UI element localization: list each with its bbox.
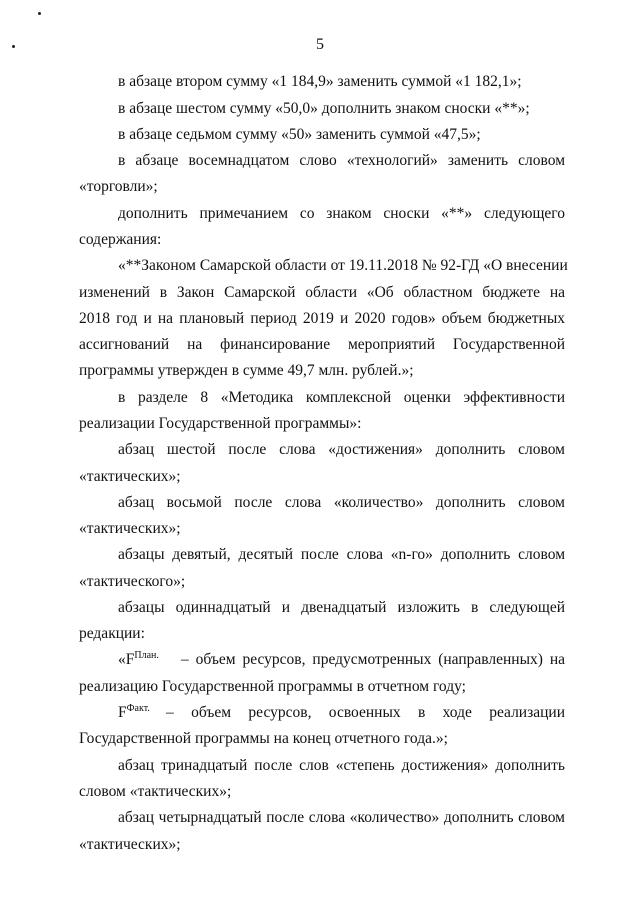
paragraph-line: «**Законом Самарской области от 19.11.2018 № 92-ГД «О внесении xyxy=(118,257,568,274)
scan-mark-dot-top xyxy=(38,12,41,15)
paragraph-line: в абзаце шестом сумму «50,0» дополнить знаком сноски «**»; xyxy=(118,100,530,117)
paragraph-line: абзацы девятый, десятый после слова «n-го» дополнить словом xyxy=(118,546,565,563)
paragraph-line: – объем ресурсов, освоенных в ходе реализации xyxy=(166,704,565,721)
paragraph-line: «тактических»; xyxy=(79,836,181,853)
formula-plan-prefix: «F xyxy=(118,651,135,668)
paragraph-line: абзац восьмой после слова «количество» дополнить словом xyxy=(118,494,565,511)
paragraph-line: абзац шестой после слова «достижения» дополнить словом xyxy=(118,441,565,458)
paragraph-line: в абзаце восемнадцатом слово «технологий» заменить словом xyxy=(118,152,565,169)
paragraph-line: в разделе 8 «Методика комплексной оценки эффективности xyxy=(118,389,565,406)
paragraph-line: «тактического»; xyxy=(79,573,186,590)
formula-fact-prefix: F xyxy=(118,704,127,721)
formula-plan-superscript: План. xyxy=(134,649,159,661)
paragraph-line: абзацы одиннадцатый и двенадцатый изложить в следующей xyxy=(118,599,565,616)
paragraph-line: в абзаце втором сумму «1 184,9» заменить суммой «1 182,1»; xyxy=(118,73,522,90)
paragraph-line: реализацию Государственной программы в отчетном году; xyxy=(79,678,466,695)
paragraph-line: содержания: xyxy=(79,231,162,248)
paragraph-line: дополнить примечанием со знаком сноски «**» следующего xyxy=(118,205,565,222)
formula-fact-superscript: Факт. xyxy=(126,702,150,714)
paragraph-line: программы утвержден в сумме 49,7 млн. рублей.»; xyxy=(79,362,414,379)
formula-symbol-plan xyxy=(118,651,159,669)
paragraph-line: в абзаце седьмом сумму «50» заменить суммой «47,5»; xyxy=(118,126,481,143)
paragraph-line: ассигнований на финансирование мероприятий Государственной xyxy=(79,336,565,353)
paragraph-line: абзац тринадцатый после слов «степень достижения» дополнить xyxy=(118,757,565,774)
paragraph-line: словом «тактических»; xyxy=(79,783,232,800)
paragraph-line: абзац четырнадцатый после слова «количество» дополнить словом xyxy=(118,809,565,826)
paragraph-line: реализации Государственной программы»: xyxy=(79,415,362,432)
paragraph-line: «тактических»; xyxy=(79,468,181,485)
paragraph-line: «торговли»; xyxy=(79,178,158,195)
formula-symbol-fact xyxy=(118,704,150,722)
paragraph-line: – объем ресурсов, предусмотренных (направленных) на xyxy=(181,651,565,668)
paragraph-line: «тактических»; xyxy=(79,520,181,537)
paragraph-line: изменений в Закон Самарской области «Об областном бюджете на xyxy=(79,284,565,301)
paragraph-line: редакции: xyxy=(79,625,145,642)
paragraph-line: 2018 год и на плановый период 2019 и 2020 годов» объем бюджетных xyxy=(79,310,565,327)
paragraph-line: Государственной программы на конец отчетного года.»; xyxy=(79,730,448,747)
page-number: 5 xyxy=(316,36,324,53)
